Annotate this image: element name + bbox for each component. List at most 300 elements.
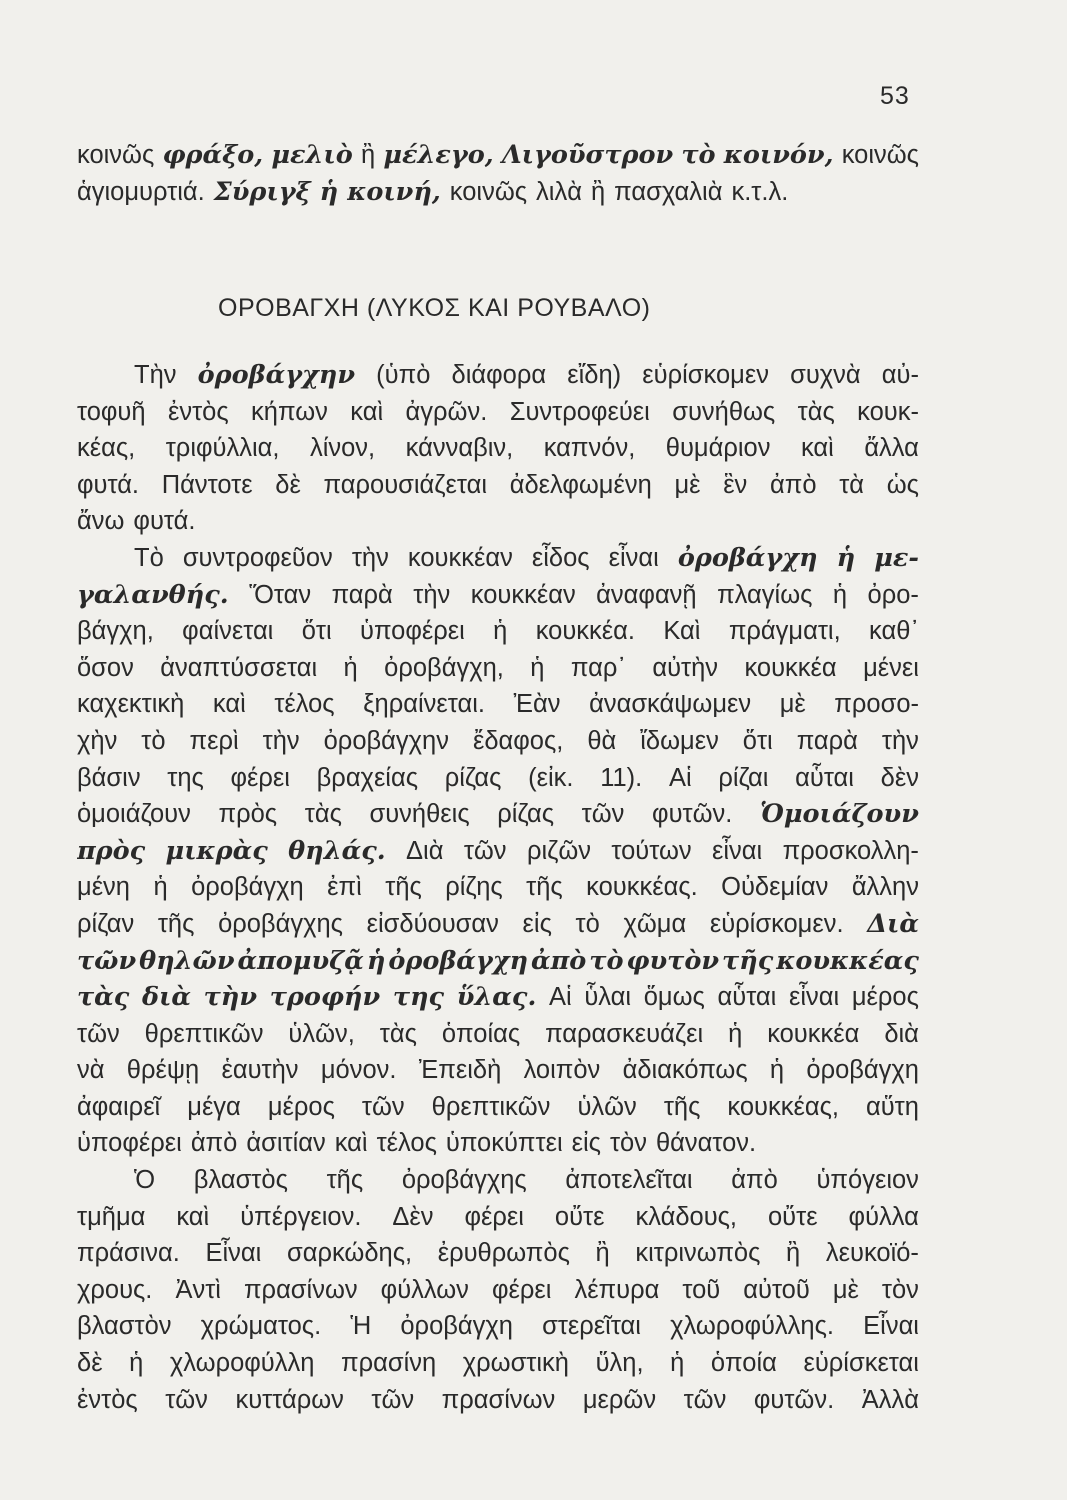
word: τὴν	[881, 726, 919, 755]
text-line	[77, 1345, 919, 1382]
word: κουκκέας.	[586, 873, 698, 902]
word: ὀροβάγχης	[401, 1166, 527, 1195]
text-line	[77, 906, 919, 943]
text-line	[77, 869, 919, 906]
emphasized-word: Ὁμοιάζουν	[759, 799, 919, 830]
word: περὶ	[189, 726, 239, 755]
word: ὅμως	[643, 983, 705, 1012]
word: ρίζας	[444, 763, 502, 792]
word: λιλὰ	[536, 177, 582, 206]
word: ἔδαφος,	[472, 726, 564, 755]
text-line	[77, 577, 919, 614]
word: χρωστικὴ	[462, 1349, 569, 1378]
word: εὑρίσκομεν.	[709, 909, 844, 938]
text-line	[77, 943, 919, 980]
word: φυτῶν.	[652, 800, 733, 829]
word: καὶ	[800, 434, 834, 463]
word: ἡ	[530, 653, 545, 682]
word: τὴν	[413, 580, 451, 609]
word: τὸ	[575, 909, 600, 938]
word: θρεπτικῶν	[431, 1092, 551, 1121]
word: χλωροφύλλη	[169, 1349, 315, 1378]
word: τῆς	[663, 1092, 701, 1121]
word: φέρει	[491, 1275, 552, 1304]
body-paragraphs	[77, 357, 919, 1418]
word: ὗλαι	[584, 983, 632, 1012]
word: οὔτε	[554, 1202, 605, 1231]
word: τὴν	[351, 543, 389, 572]
word: ὕλη,	[595, 1349, 644, 1378]
word: δὲ	[77, 1349, 103, 1378]
word: ξηραίνεται.	[363, 690, 485, 719]
word: τῶν	[683, 1385, 727, 1414]
word: μένει	[863, 653, 919, 682]
word: τῶν	[361, 1092, 405, 1121]
emphasized-word: Διὰ	[867, 908, 919, 939]
word: κάνναβιν,	[405, 434, 514, 463]
word: τῶν	[77, 1019, 120, 1048]
word: κουκκέας,	[727, 1092, 839, 1121]
word: τμῆμα	[77, 1202, 146, 1231]
emphasized-word: κοινόν,	[723, 140, 834, 170]
word: καπνόν,	[543, 434, 636, 463]
word: νὰ	[77, 1056, 105, 1085]
word: θρεπτικῶν	[144, 1019, 264, 1048]
word: (εἰκ.	[528, 763, 574, 792]
word: Οὐδεμίαν	[721, 873, 829, 902]
word: προσκολλη-	[782, 836, 919, 865]
emphasized-word: τὸ	[589, 945, 624, 976]
word: παρὰ	[796, 726, 858, 755]
intro-paragraph	[77, 137, 919, 210]
word: μέρος	[267, 1092, 335, 1121]
word: τῶν	[371, 1385, 415, 1414]
emphasized-word: γαλανθής.	[77, 579, 229, 610]
emphasized-word: τῶν	[77, 945, 137, 976]
word: ὡς	[886, 470, 919, 499]
word: τὰς	[304, 800, 342, 829]
word: ἄλλην	[851, 873, 919, 902]
word: διὰ	[884, 1019, 919, 1048]
word: κουκκέα	[767, 1019, 860, 1048]
word: χῶμα	[623, 909, 687, 938]
word: φυτά.	[133, 507, 196, 536]
word: ἀπὸ	[770, 470, 817, 499]
word: φυτά.	[77, 470, 140, 499]
word: ὀροβάγχη	[191, 873, 304, 902]
word: Εἶναι	[205, 1239, 262, 1268]
word: ὑποφέρει	[77, 1129, 182, 1158]
word: κουκκέα.	[535, 617, 635, 646]
word: εἰς	[571, 1129, 601, 1158]
word: τὸν	[881, 1275, 919, 1304]
text-line	[77, 650, 919, 687]
word: τῆς	[526, 873, 563, 902]
word: ἀποτελεῖται	[565, 1166, 693, 1195]
emphasized-word: ὀροβάγχη	[677, 542, 818, 573]
word: τέλος	[274, 690, 335, 719]
word: Καὶ	[663, 617, 701, 646]
word: καθ᾽	[869, 617, 919, 646]
emphasized-word: τροφήν	[269, 982, 381, 1013]
emphasized-word: μελιὸ	[271, 140, 353, 170]
word: ἀναπτύσσεται	[160, 653, 318, 682]
word: ὑλῶν	[577, 1092, 637, 1121]
word: φύλλων	[380, 1275, 469, 1304]
text-line	[77, 979, 919, 1016]
word: πρασίνων	[243, 1275, 358, 1304]
word: ὑποφέρει	[360, 617, 465, 646]
word: αὐτὴν	[652, 653, 719, 682]
text-line	[77, 1272, 919, 1309]
word: πλαγίως	[717, 580, 813, 609]
word: ἢ	[595, 1239, 610, 1268]
word: τῆς	[385, 873, 422, 902]
word: συντροφεῦον	[182, 543, 333, 572]
word: εἰσδύουσαν	[366, 909, 499, 938]
word: θρέψῃ	[126, 1056, 200, 1085]
text-line	[77, 503, 919, 540]
word: ἐντὸς	[167, 397, 229, 426]
word: τῶν	[165, 1385, 208, 1414]
emphasized-word: φράξο,	[162, 140, 264, 170]
word: μὲ	[779, 690, 806, 719]
word: κιτρινωπὸς	[635, 1239, 761, 1268]
word: κουκ-	[857, 397, 919, 426]
word: δὲ	[275, 470, 301, 499]
word: φυτῶν.	[753, 1385, 835, 1414]
word: ὅσον	[77, 653, 134, 682]
word: ἀφαιρεῖ	[77, 1092, 161, 1121]
word: κοινῶς	[449, 177, 528, 206]
word: ἡ	[493, 617, 508, 646]
emphasized-word: Σύριγξ	[213, 176, 311, 207]
word: μερῶν	[582, 1385, 657, 1414]
word: τέλος	[376, 1129, 437, 1158]
text-line	[77, 1125, 919, 1162]
word: καὶ	[212, 690, 246, 719]
word: κοινῶς	[77, 141, 155, 169]
word: ἀδελφωμένη	[509, 470, 652, 499]
word: μένη	[77, 873, 130, 902]
text-line	[77, 686, 919, 723]
word: αὐ-	[881, 361, 919, 389]
word: κήπων	[251, 397, 328, 426]
word: κ.τ.λ.	[731, 177, 789, 206]
word: Ἐπειδὴ	[418, 1056, 502, 1085]
word: ὀροβάγχη	[400, 1312, 513, 1341]
emphasized-word: ἡ	[319, 176, 339, 207]
word: Αἱ	[668, 763, 692, 792]
page-number: 53	[880, 82, 910, 110]
word: φέρει	[464, 1202, 524, 1231]
emphasized-word: κουκκέας	[776, 945, 919, 976]
word: καὶ	[176, 1202, 210, 1231]
word: λοιπὸν	[523, 1056, 601, 1085]
word: σαρκώδης,	[286, 1239, 413, 1268]
word: τὰς	[797, 397, 835, 426]
emphasized-word: ἡ	[366, 945, 386, 976]
word: τῶν	[581, 800, 625, 829]
emphasized-word: τὸ	[681, 140, 716, 170]
word: συχνὰ	[790, 361, 861, 389]
word: ὑπέργειον.	[240, 1202, 362, 1231]
word: πασχαλιὰ	[614, 177, 723, 206]
word: πρασίνη	[341, 1349, 437, 1378]
emphasized-word: ἡ	[836, 542, 856, 573]
word: μὲ	[832, 1275, 859, 1304]
word: εἶδος	[531, 543, 590, 572]
word: κουκκέα	[744, 653, 837, 682]
emphasized-word: Λιγοῦστρον	[501, 140, 674, 170]
word: χὴν	[77, 726, 118, 755]
word: Δὲν	[392, 1202, 434, 1231]
word: αὕτη	[865, 1092, 919, 1121]
text-line	[77, 1235, 919, 1272]
word: εἶναι	[788, 983, 840, 1012]
emphasized-word: τῆς	[722, 945, 774, 976]
section-heading: ΟΡΟΒΑΓΧΗ (ΛΥΚΟΣ ΚΑΙ ΡΟΥΒΑΛΟ)	[218, 294, 651, 322]
word: λέπυρα	[574, 1275, 660, 1304]
text-line	[77, 1199, 919, 1236]
word: ἡ	[832, 580, 848, 609]
word: βάσιν	[77, 763, 141, 792]
word: (ὑπὸ	[376, 361, 431, 389]
word: ρίζαν	[77, 909, 135, 938]
word: ὑλῶν,	[288, 1019, 355, 1048]
word: αὐτοῦ	[743, 1275, 810, 1304]
word: κέας,	[77, 434, 136, 463]
emphasized-word: μικρὰς	[165, 835, 268, 866]
word: ὁμοιάζουν	[77, 800, 191, 829]
emphasized-word: τὰς	[77, 982, 130, 1013]
word: διάφορα	[451, 361, 547, 389]
word: μέρος	[851, 983, 919, 1012]
text-line	[77, 394, 919, 431]
word: τούτων	[611, 836, 692, 865]
text-line	[77, 1162, 919, 1199]
word: κουκκέαν	[407, 543, 513, 572]
word: συνήθεις	[369, 800, 470, 829]
word: ὀροβάγχην	[323, 726, 449, 755]
word: της	[167, 763, 204, 792]
text-line	[77, 1382, 919, 1419]
emphasized-word: πρὸς	[77, 835, 146, 866]
word: παρ᾽	[570, 653, 626, 682]
word: δὲν	[880, 763, 919, 792]
word: εἶναι	[608, 543, 659, 572]
word: ὀροβάγχη	[806, 1056, 919, 1085]
word: καὶ	[350, 397, 384, 426]
text-line	[77, 1089, 919, 1126]
word: ἐπὶ	[327, 873, 362, 902]
word: ἁγιομυρτιά.	[77, 177, 205, 206]
word: τὰ	[839, 470, 865, 499]
word: λευκοϊό-	[825, 1239, 919, 1268]
word: Ὁ	[134, 1166, 156, 1195]
emphasized-word: ἀπὸ	[531, 945, 587, 976]
text-line	[77, 1308, 919, 1345]
word: Διὰ	[406, 836, 444, 865]
word: τριφύλλια,	[165, 434, 280, 463]
word: τὸ	[141, 726, 166, 755]
word: ὀροβάγχης	[218, 909, 343, 938]
word: Ἡ	[350, 1312, 372, 1341]
word: ἐντὸς	[77, 1385, 138, 1414]
word: Ἀντὶ	[175, 1275, 221, 1304]
word: ἡ	[153, 873, 168, 902]
word: βάγχη,	[77, 617, 154, 646]
word: Ἀλλὰ	[861, 1385, 919, 1414]
word: προσο-	[834, 690, 919, 719]
text-line	[77, 796, 919, 833]
word: ὑπόγειον	[816, 1166, 919, 1195]
word: ἑαυτὴν	[221, 1056, 299, 1085]
emphasized-word: ὀροβάγχη	[388, 945, 529, 976]
word: ὅτι	[301, 617, 332, 646]
word: παρασκευάζει	[545, 1019, 704, 1048]
word: Ὅταν	[249, 580, 312, 609]
word: τοφυῆ	[77, 397, 146, 426]
word: πρὸς	[218, 800, 278, 829]
emphasized-word: ὕλας.	[456, 982, 537, 1013]
emphasized-word: τὴν	[203, 982, 258, 1013]
word: θυμάριον	[665, 434, 771, 463]
word: φέρει	[230, 763, 290, 792]
word: εὑρίσκομεν	[642, 361, 769, 389]
word: ὅτι	[742, 726, 773, 755]
word: ρίζας	[497, 800, 555, 829]
word: τοῦ	[682, 1275, 721, 1304]
word: εἶναι	[711, 836, 763, 865]
word: χρους.	[77, 1275, 153, 1304]
word: στερεῖται	[542, 1312, 641, 1341]
word: μὲ	[674, 470, 701, 499]
word: βλαστὸν	[77, 1312, 172, 1341]
word: βλαστὸς	[193, 1166, 288, 1195]
text-line	[77, 613, 919, 650]
word: Συντροφεύει	[509, 397, 650, 426]
text-line	[77, 357, 919, 394]
word: ρίζαι	[718, 763, 769, 792]
word: ἴδωμεν	[640, 726, 719, 755]
word: βραχείας	[316, 763, 419, 792]
word: αὗται	[717, 983, 777, 1012]
word: πρασίνων	[441, 1385, 556, 1414]
word: Πάντοτε	[161, 470, 253, 499]
word: λίνον,	[309, 434, 376, 463]
word: ἡ	[343, 653, 358, 682]
text-line	[77, 1016, 919, 1053]
word: ἡ	[728, 1019, 743, 1048]
word: θάνατον.	[655, 1129, 757, 1158]
word: Εἶναι	[863, 1312, 919, 1341]
word: κοινῶς	[841, 141, 919, 169]
word: ριζῶν	[526, 836, 592, 865]
word: τὸν	[609, 1129, 647, 1158]
word: ὁποίας	[441, 1019, 521, 1048]
word: αὗται	[795, 763, 854, 792]
emphasized-word: θηλῶν	[139, 945, 235, 976]
word: ἓν	[723, 470, 748, 499]
word: ἐρυθρωπὸς	[437, 1239, 570, 1268]
word: φαίνεται	[182, 617, 274, 646]
word: ὑποκύπτει	[445, 1129, 563, 1158]
emphasized-word: διὰ	[141, 982, 191, 1013]
word: μόνον.	[320, 1056, 397, 1085]
word: εἰς	[522, 909, 552, 938]
word: ἢ	[590, 177, 606, 206]
word: χρώματος.	[200, 1312, 322, 1341]
word: ἀνασκάψωμεν	[589, 690, 752, 719]
word: καὶ	[334, 1129, 368, 1158]
word: ἀναφανῇ	[596, 580, 697, 609]
word: καχεκτικὴ	[77, 690, 185, 719]
word: παρουσιάζεται	[323, 470, 488, 499]
word: Αἱ	[549, 983, 572, 1012]
text-line	[77, 723, 919, 760]
word: συνήθως	[672, 397, 776, 426]
word: ἄνω	[77, 507, 125, 536]
emphasized-word: κοινή,	[347, 176, 441, 207]
word: κλάδους,	[635, 1202, 738, 1231]
word: ἡ	[129, 1349, 144, 1378]
word: χλωροφύλλης.	[670, 1312, 834, 1341]
word: τῶν	[463, 836, 507, 865]
word: τὰς	[379, 1019, 417, 1048]
word: τῆς	[326, 1166, 364, 1195]
text-line	[77, 137, 919, 174]
word: Τὴν	[134, 361, 177, 389]
emphasized-word: ἀπομυζᾷ	[237, 945, 364, 976]
text-line	[77, 174, 919, 211]
word: ὁποία	[710, 1349, 777, 1378]
emphasized-word: μέλεγο,	[383, 140, 494, 170]
word: θὰ	[587, 726, 617, 755]
emphasized-word: ὀροβάγχην	[197, 360, 356, 390]
word: πράγματι,	[728, 617, 841, 646]
word: ρίζης	[445, 873, 503, 902]
word: τῆς	[157, 909, 195, 938]
word: μέγα	[187, 1092, 241, 1121]
word: οὔτε	[768, 1202, 818, 1231]
word: ὀροβάγχη,	[384, 653, 504, 682]
text-line	[77, 1052, 919, 1089]
word: ἡ	[670, 1349, 685, 1378]
word: ἢ	[786, 1239, 801, 1268]
text-line	[77, 833, 919, 870]
word: 11).	[600, 763, 643, 792]
text-line	[77, 430, 919, 467]
word: φύλλα	[848, 1202, 919, 1231]
text-line	[77, 760, 919, 797]
word: ἡ	[769, 1056, 785, 1085]
word: παρὰ	[331, 580, 393, 609]
word: Ἐὰν	[513, 690, 561, 719]
emphasized-word: φυτὸν	[626, 945, 720, 976]
word: κουκκέαν	[470, 580, 576, 609]
word: πράσινα.	[77, 1239, 180, 1268]
word: κυττάρων	[235, 1385, 344, 1414]
word: ἀδιακόπως	[622, 1056, 748, 1085]
word: ἀγρῶν.	[405, 397, 488, 426]
word: ἀπὸ	[190, 1129, 238, 1158]
word: ἀπὸ	[731, 1166, 778, 1195]
word: ὀρο-	[867, 580, 919, 609]
text-line	[77, 540, 919, 577]
emphasized-word: θηλάς.	[288, 835, 386, 866]
text-line	[77, 467, 919, 504]
